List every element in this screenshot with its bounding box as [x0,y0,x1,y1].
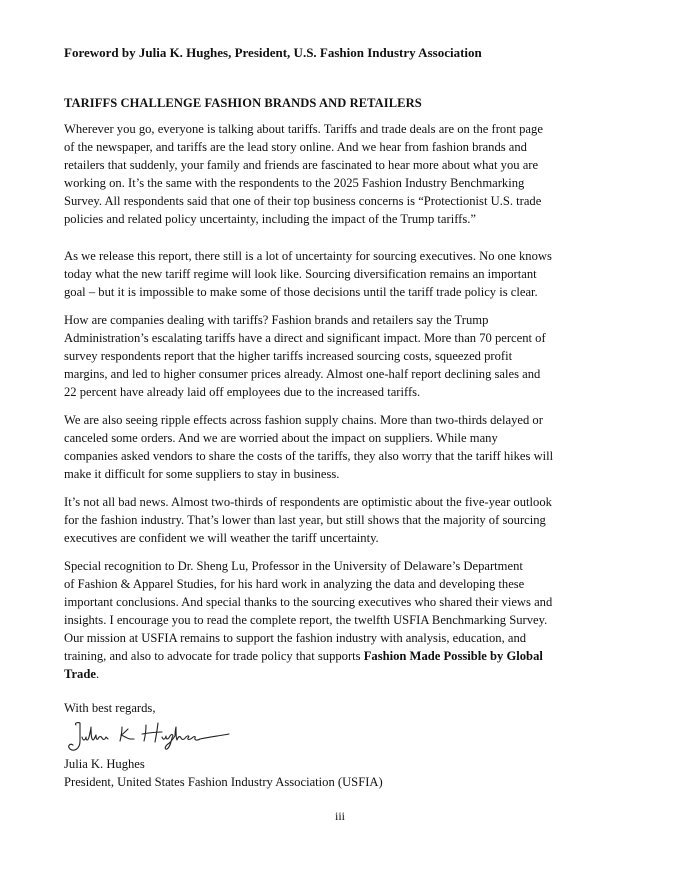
line: survey respondents report that the higher tariffs increased sourcing costs, squeezed profit [64,349,513,363]
section-heading: TARIFFS CHALLENGE FASHION BRANDS AND RETAILERS [64,96,422,110]
paragraph-3 [64,311,620,401]
line: working on. It’s the same with the respondents to the 2025 Fashion Industry Benchmarking [64,176,525,190]
line: canceled some orders. And we are worried about the impact on suppliers. While many [64,431,498,445]
paragraph-5 [64,493,620,547]
line: It’s not all bad news. Almost two-thirds of respondents are optimistic about the five-year outlook [64,495,552,509]
line: Special recognition to Dr. Sheng Lu, Professor in the University of Delaware’s Department [64,559,523,573]
line: today what the new tariff regime will look like. Sourcing diversification remains an important [64,267,537,281]
period: . [95,667,100,681]
paragraph-1 [64,120,620,228]
line: As we release this report, there still is a lot of uncertainty for sourcing executives. No one knows [64,249,552,263]
line: Administration’s escalating tariffs have a direct and significant impact. More than 70 percent of [64,331,546,345]
signatory-title: President, United States Fashion Industry Association (USFIA) [64,775,383,789]
closing-salutation: With best regards, [64,701,156,715]
line: of Fashion & Apparel Studies, for his hard work in analyzing the data and developing these [64,577,525,591]
tagline-bold: Fashion Made Possible by Global [363,649,543,663]
line: companies asked vendors to share the costs of the tariffs, they also worry that the tariff hikes will [64,449,554,463]
line: policies and related policy uncertainty, including the impact of the Trump tariffs.” [64,212,476,226]
line: Survey. All respondents said that one of their top business concerns is “Protectionist U.S. trade [64,194,542,208]
document-page [64,44,620,791]
line: of the newspaper, and tariffs are the lead story online. And we hear from fashion brands and [64,140,527,154]
line: important conclusions. And special thanks to the sourcing executives who shared their views and [64,595,553,609]
line: We are also seeing ripple effects across fashion supply chains. More than two-thirds delayed or [64,413,543,427]
line: training, and also to advocate for trade policy that supports [64,649,364,663]
line: Our mission at USFIA remains to support the fashion industry with analysis, education, and [64,631,527,645]
line: goal – but it is impossible to make some of those decisions until the tariff trade policy is clear. [64,285,538,299]
line: insights. I encourage you to read the complete report, the twelfth USFIA Benchmarking Survey. [64,613,548,627]
line: retailers that suddenly, your family and friends are fascinated to hear more about what you are [64,158,539,172]
line: make it difficult for some suppliers to stay in business. [64,467,340,481]
tagline-bold-end: Trade [64,667,96,681]
handwritten-signature [64,719,234,755]
paragraph-4 [64,411,620,483]
line: 22 percent have already laid off employees due to the increased tariffs. [64,385,421,399]
line: How are companies dealing with tariffs? Fashion brands and retailers say the Trump [64,313,489,327]
paragraph-2 [64,247,620,301]
line: Wherever you go, everyone is talking about tariffs. Tariffs and trade deals are on the front page [64,122,543,136]
page-number: iii [334,809,345,823]
paragraph-6 [64,557,620,683]
signatory-name: Julia K. Hughes [64,757,145,771]
line: margins, and led to higher consumer prices already. Almost one-half report declining sales and [64,367,541,381]
foreword-line: Foreword by Julia K. Hughes, President, U.S. Fashion Industry Association [64,45,482,60]
line: executives are confident we will weather the tariff uncertainty. [64,531,379,545]
line: for the fashion industry. That’s lower than last year, but still shows that the majority of sourcing [64,513,546,527]
